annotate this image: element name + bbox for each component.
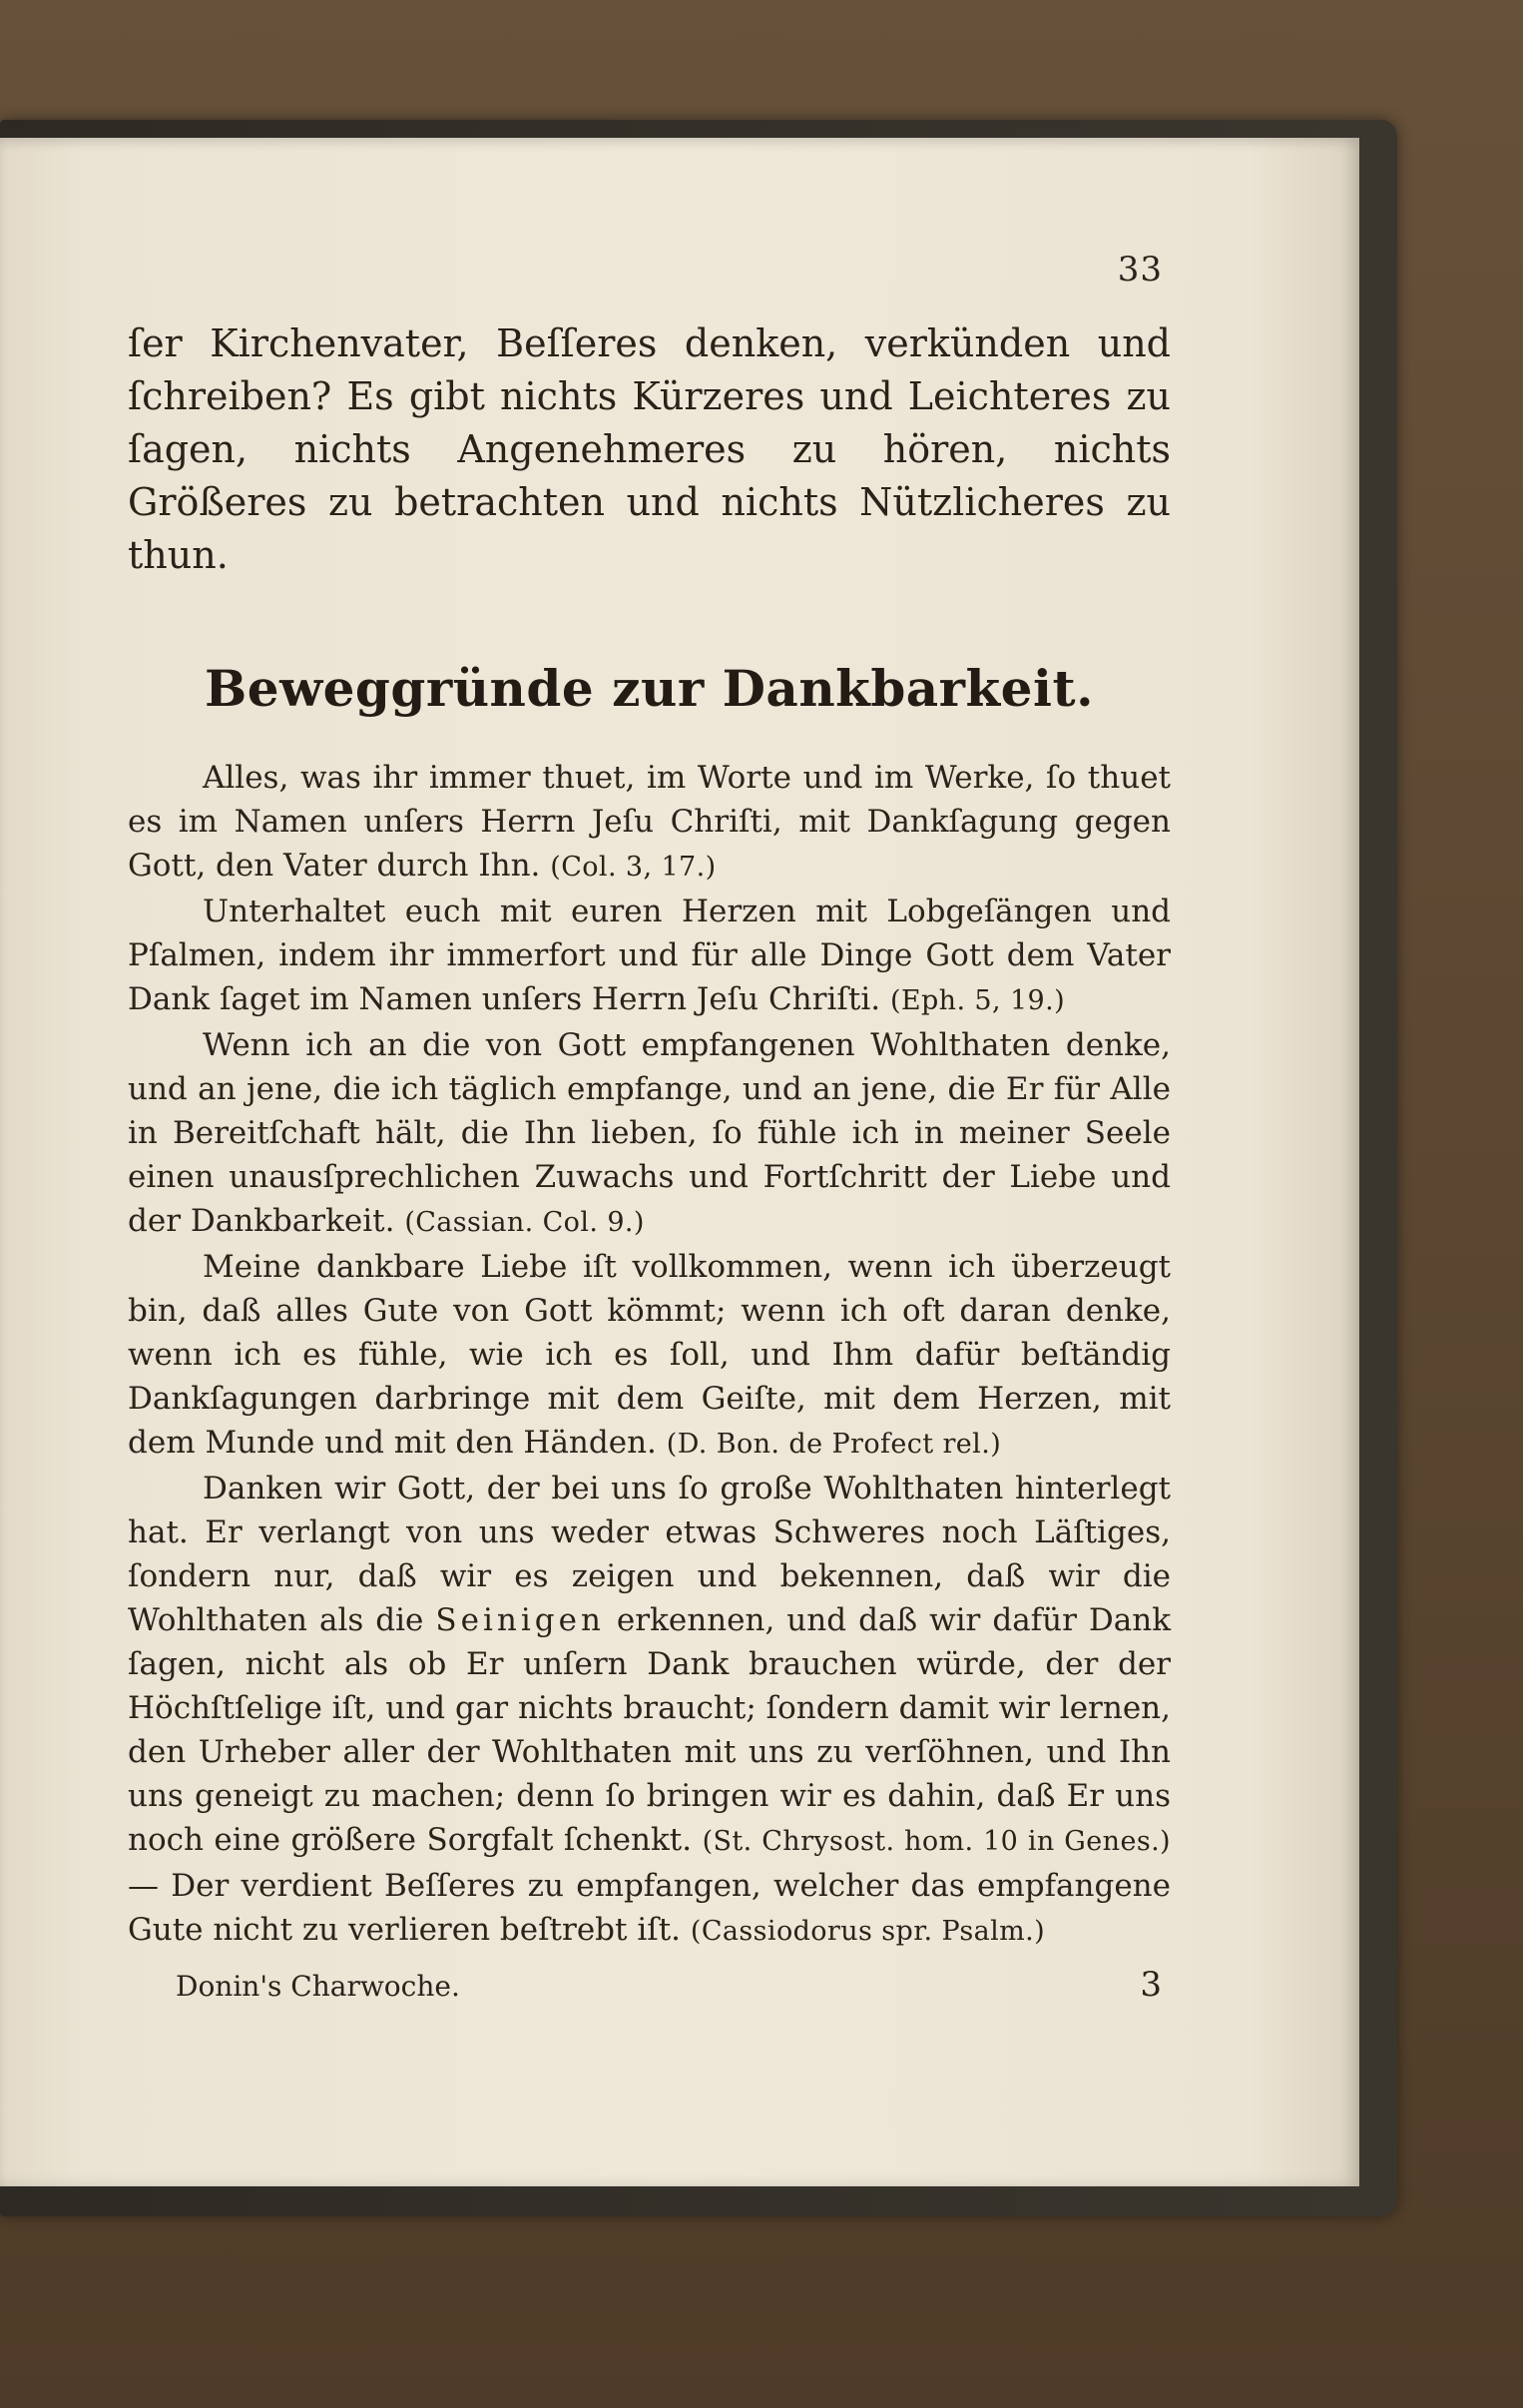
quote-citation: (D. Bon. de Profect rel.) bbox=[666, 1429, 1002, 1460]
quote-paragraph bbox=[128, 1245, 1171, 1467]
page-number: 33 bbox=[1117, 250, 1163, 290]
quote-paragraph bbox=[128, 890, 1171, 1023]
quote-citation-2: (Cassiodorus spr. Psalm.) bbox=[690, 1916, 1046, 1947]
signature-label: Donin's Charwoche. bbox=[176, 1970, 460, 2003]
quote-citation: (Eph. 5, 19.) bbox=[889, 985, 1066, 1016]
page-sheet bbox=[0, 138, 1359, 2186]
quote-list bbox=[128, 756, 1171, 1954]
quote-paragraph bbox=[128, 756, 1171, 890]
quote-citation-1: (St. Chrysost. hom. 10 in Genes.) bbox=[702, 1826, 1171, 1857]
lead-paragraph-container bbox=[128, 317, 1171, 582]
quote-text-part-2: erkennen, und daß wir dafür Dank ſagen, nicht als ob Er unſern Dank brauchen würde, der der Höchſtſelige iſt, und gar nichts braucht; ſondern damit wir lernen, den Urheber aller der Wohlthaten mit uns zu verſöhnen, und Ihn uns geneigt zu machen; denn ſo bringen wir es dahin, daß Er uns noch eine größere Sorgfalt ſchenkt. bbox=[128, 1602, 1172, 1858]
quote-emphasis: Seinigen bbox=[435, 1602, 605, 1638]
quote-citation: (Col. 3, 17.) bbox=[550, 852, 717, 883]
quote-text-part-1: Danken wir Gott, der bei uns ſo große Wohlthaten hinterlegt hat. Er verlangt von uns weder etwas Schweres noch Läſtiges, ſondern nur, daß wir es zeigen und bekennen, daß wir die Wohlthaten als die bbox=[128, 1471, 1171, 1638]
quote-citation: (Cassian. Col. 9.) bbox=[404, 1207, 645, 1238]
quote-text: Wenn ich an die von Gott empfangenen Wohlthaten denke, und an jene, die ich täglich empfange, und an jene, die Er für Alle in Bereitſchaft hält, die Ihn lieben, ſo fühle ich in meiner Seele einen unausſprechlichen Zuwachs und Fortſchritt der Liebe und der Dankbarkeit. bbox=[128, 1027, 1171, 1239]
lead-paragraph: ſer Kirchenvater, Beſſeres denken, verkünden und ſchreiben? Es gibt nichts Kürzeres und Leichteres zu ſagen, nichts Angenehmeres zu hören, nichts Größeres zu betrachten und nichts Nützlicheres zu thun. bbox=[128, 321, 1171, 577]
quote-text: Meine dankbare Liebe iſt vollkommen, wenn ich überzeugt bin, daß alles Gute von Gott kömmt; wenn ich oft daran denke, wenn ich es fühle, wie ich es ſoll, und Ihm dafür beſtändig Dankſagungen darbringe mit dem Geiſte, mit dem Herzen, mit dem Munde und mit den Händen. bbox=[128, 1249, 1171, 1461]
signature-number: 3 bbox=[1140, 1965, 1162, 2005]
page-footer bbox=[128, 1965, 1162, 2005]
quote-paragraph bbox=[128, 1467, 1171, 1954]
quote-dash-text: — Der verdient Beſſeres zu empfangen, welcher das empfangene Gute nicht zu verlieren beſtrebt iſt. bbox=[128, 1868, 1171, 1948]
section-heading: Beweggründe zur Dankbarkeit. bbox=[205, 659, 1094, 718]
page-text bbox=[128, 317, 1171, 1954]
quote-paragraph bbox=[128, 1023, 1171, 1245]
quote-text: Alles, was ihr immer thuet, im Worte und im Werke, ſo thuet es im Namen unſers Herrn Jeſu Chriſti, mit Dankſagung gegen Gott, den Vater durch Ihn. bbox=[128, 760, 1171, 884]
quote-text: Unterhaltet euch mit euren Herzen mit Lobgeſängen und Pſalmen, indem ihr immerfort und für alle Dinge Gott dem Vater Dank ſaget im Namen unſers Herrn Jeſu Chriſti. bbox=[128, 894, 1171, 1017]
